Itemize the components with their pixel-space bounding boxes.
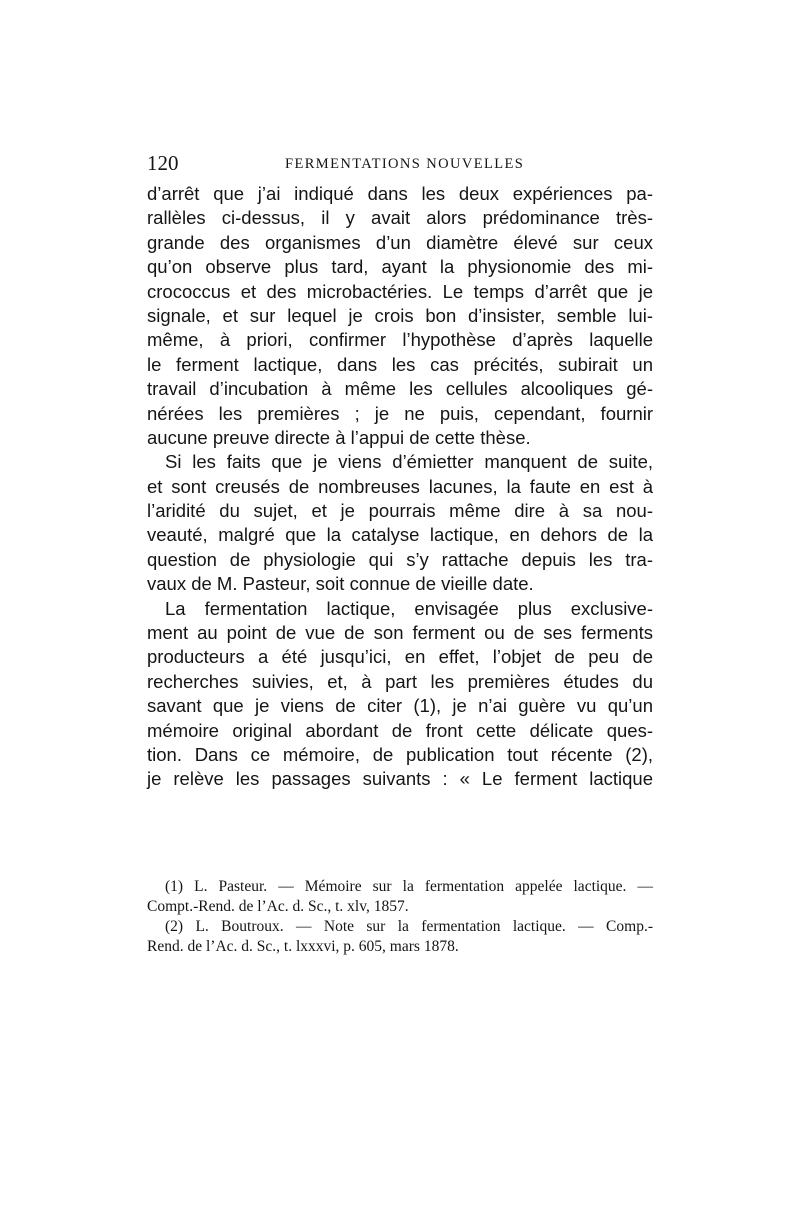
text-line: rallèles ci-dessus, il y avait alors prédominance très- xyxy=(147,207,653,229)
footnote-line: Rend. de l’Ac. d. Sc., t. lxxxvi, p. 605, mars 1878. xyxy=(147,938,459,955)
text-line: tion. Dans ce mémoire, de publication tout récente (2), xyxy=(147,743,653,765)
text-line: recherches suivies, et, à part les premières études du xyxy=(147,670,653,692)
text-line: qu’on observe plus tard, ayant la physionomie des mi- xyxy=(147,256,653,278)
text-line: veauté, malgré que la catalyse lactique, en dehors de la xyxy=(147,524,653,546)
running-head xyxy=(147,150,653,176)
text-line: ment au point de vue de son ferment ou de ses ferments xyxy=(147,622,653,644)
text-line: Si les faits que je viens d’émietter manquent de suite, xyxy=(165,451,653,473)
text-line: grande des organismes d’un diamètre élevé sur ceux xyxy=(147,231,653,253)
text-line: mémoire original abordant de front cette délicate ques- xyxy=(147,719,653,741)
text-line: La fermentation lactique, envisagée plus exclusive- xyxy=(165,597,653,619)
text-line: et sont creusés de nombreuses lacunes, la faute en est à xyxy=(147,475,653,497)
text-line: le ferment lactique, dans les cas précités, subirait un xyxy=(147,353,653,375)
footnote-line: (1) L. Pasteur. — Mémoire sur la fermentation appelée lactique. — xyxy=(165,878,653,895)
text-line: question de physiologie qui s’y rattache depuis les tra- xyxy=(147,548,653,570)
footnote-line: Compt.-Rend. de l’Ac. d. Sc., t. xlv, 1857. xyxy=(147,898,409,915)
text-line: aucune preuve directe à l’appui de cette thèse. xyxy=(147,426,531,448)
footnotes xyxy=(147,877,653,957)
text-line: je relève les passages suivants : « Le ferment lactique xyxy=(147,768,653,790)
body-text xyxy=(147,182,653,792)
text-line: vaux de M. Pasteur, soit connue de vieille date. xyxy=(147,573,534,595)
text-line: l’aridité du sujet, et je pourrais même dire à sa nou- xyxy=(147,500,653,522)
running-title: FERMENTATIONS NOUVELLES xyxy=(285,156,525,172)
text-line: d’arrêt que j’ai indiqué dans les deux expériences pa- xyxy=(147,183,653,204)
text-line: producteurs a été jusqu’ici, en effet, l’objet de peu de xyxy=(147,646,653,668)
text-line: nérées les premières ; je ne puis, cependant, fournir xyxy=(147,402,653,424)
page-number: 120 xyxy=(147,151,179,175)
text-line: travail d’incubation à même les cellules alcooliques gé- xyxy=(147,378,653,400)
text-line: crococcus et des microbactéries. Le temps d’arrêt que je xyxy=(147,280,653,302)
text-line: signale, et sur lequel je crois bon d’insister, semble lui- xyxy=(147,304,653,326)
footnote-line: (2) L. Boutroux. — Note sur la fermentation lactique. — Comp.- xyxy=(165,918,653,935)
text-line: même, à priori, confirmer l’hypothèse d’après laquelle xyxy=(147,329,653,351)
text-line: savant que je viens de citer (1), je n’ai guère vu qu’un xyxy=(147,695,653,717)
